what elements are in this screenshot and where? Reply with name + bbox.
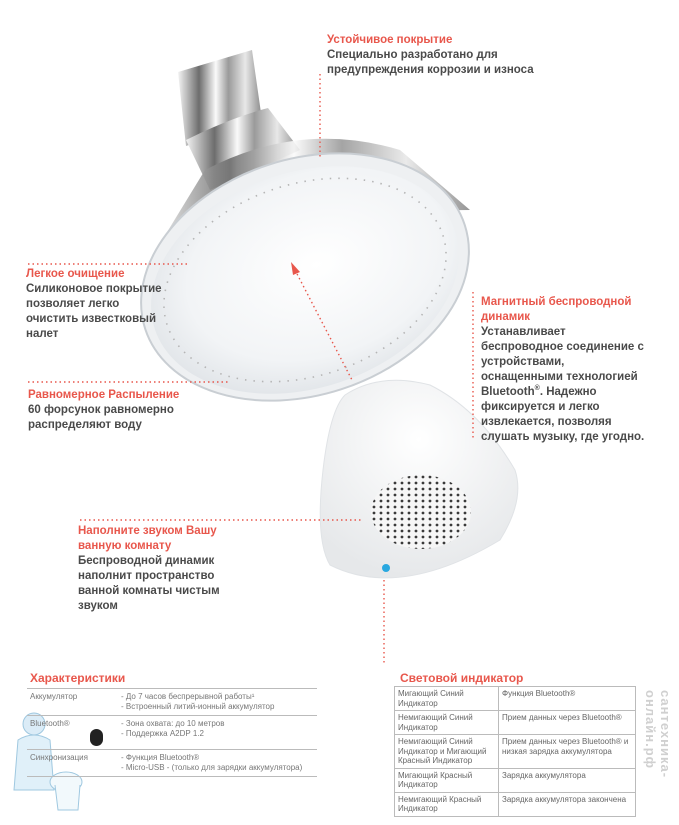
led-indicator-icon: [382, 564, 390, 572]
specs-title: Характеристики: [30, 671, 126, 685]
table-row: Синхронизация - Функция Bluetooth® - Micro-USB - (только для зарядки аккумулятора): [27, 750, 317, 777]
table-row: Немигающий Синий Индикатор Прием данных через Bluetooth®: [395, 711, 636, 735]
table-row: Bluetooth® - Зона охвата: до 10 метров - Поддержка A2DP 1.2: [27, 716, 317, 750]
callout-sound: [78, 524, 258, 614]
callout-speaker-text: Устанавливает беспроводное соединение с устройствами, оснащенными технологией Bluetooth®. Надежно фиксируется и легко извлекается, позволяя слушать музыку, где угодно.: [481, 326, 645, 443]
indicator-table: [394, 686, 636, 817]
callout-coating: [327, 33, 557, 78]
callout-speaker-title: Магнитный беспроводной динамик: [481, 296, 632, 323]
callout-coating-title: Устойчивое покрытие: [327, 34, 453, 46]
callout-speaker: [481, 295, 646, 445]
callout-spray-title: Равномерное Распыление: [28, 389, 180, 401]
callout-sound-text: Беспроводной динамик наполнит пространство ванной комнаты чистым звуком: [78, 555, 220, 612]
callout-cleaning: [26, 267, 166, 342]
table-row: Аккумулятор - До 7 часов беспрерывной работы¹ - Встроенный литий-ионный аккумулятор: [27, 689, 317, 716]
bluetooth-icon: [90, 729, 103, 746]
callout-cleaning-title: Легкое очищение: [26, 268, 125, 280]
indicator-title: Световой индикатор: [400, 671, 524, 685]
table-row: Мигающий Синий Индикатор Функция Bluetooth®: [395, 687, 636, 711]
watermark: сантехника-онлайн.рф: [643, 690, 673, 779]
specs-table: [27, 688, 317, 777]
table-row: Немигающий Красный Индикатор Зарядка аккумулятора закончена: [395, 792, 636, 816]
callout-coating-text: Специально разработано для предупреждения коррозии и износа: [327, 49, 534, 76]
callout-spray: [28, 388, 188, 433]
callout-sound-title: Наполните звуком Вашу ванную комнату: [78, 525, 217, 552]
table-row: Мигающий Красный Индикатор Зарядка аккумулятора: [395, 768, 636, 792]
callout-spray-text: 60 форсунок равномерно распределяют воду: [28, 404, 174, 431]
callout-cleaning-text: Силиконовое покрытие позволяет легко очистить известковый налет: [26, 283, 162, 340]
table-row: Немигающий Синий Индикатор и Мигающий Красный Индикатор Прием данных через Bluetooth® и низкая зарядка аккумулятора: [395, 735, 636, 769]
